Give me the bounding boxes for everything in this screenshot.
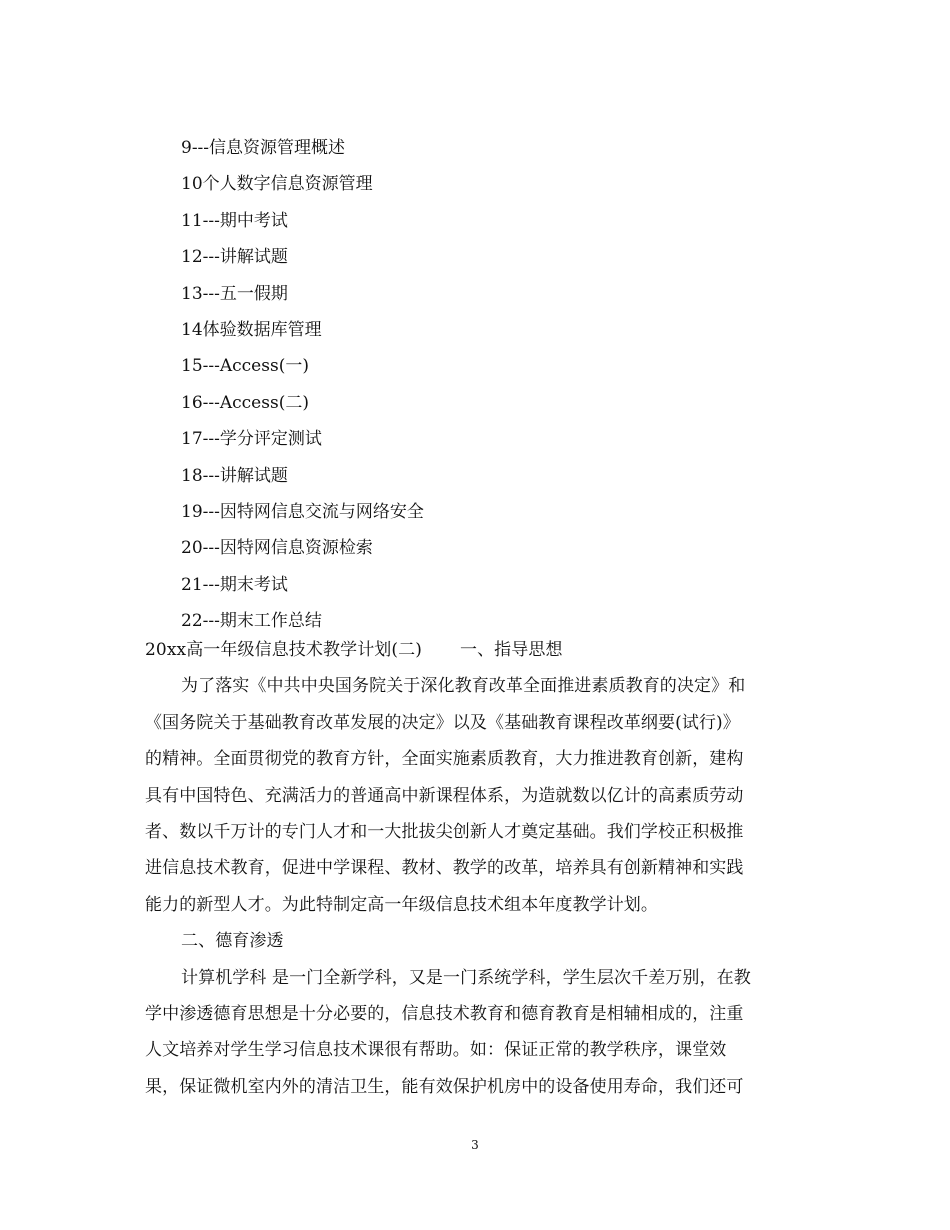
page-number: 3 bbox=[471, 1138, 479, 1152]
paragraph-line: 进信息技术教育，促进中学课程、教材、教学的改革，培养具有创新精神和实践 bbox=[145, 858, 744, 879]
schedule-item: 10个人数字信息资源管理 bbox=[181, 174, 373, 195]
weekly-schedule-list bbox=[181, 130, 424, 639]
schedule-item: 17---学分评定测试 bbox=[181, 429, 322, 450]
plan-body bbox=[145, 632, 810, 1105]
paragraph-moral-education bbox=[145, 960, 810, 1106]
paragraph-line: 能力的新型人才。为此特制定高一年级信息技术组本年度教学计划。 bbox=[145, 894, 658, 915]
schedule-item: 11---期中考试 bbox=[181, 210, 288, 231]
schedule-item: 13---五一假期 bbox=[181, 283, 288, 304]
paragraph-guiding-ideology bbox=[145, 668, 810, 923]
schedule-item: 18---讲解试题 bbox=[181, 465, 288, 486]
section-heading-guiding-ideology: 一、指导思想 bbox=[459, 640, 563, 660]
schedule-item: 19---因特网信息交流与网络安全 bbox=[181, 501, 424, 522]
plan-title: 20xx高一年级信息技术教学计划(二) bbox=[145, 640, 422, 660]
paragraph-line: 者、数以千万计的专门人才和一大批拔尖创新人才奠定基础。我们学校正积极推 bbox=[145, 821, 744, 842]
schedule-item: 9---信息资源管理概述 bbox=[181, 138, 346, 158]
paragraph-line: 为了落实《中共中央国务院关于深化教育改革全面推进素质教育的决定》和 bbox=[181, 676, 746, 697]
schedule-item: 14体验数据库管理 bbox=[181, 319, 322, 340]
schedule-item: 21---期末考试 bbox=[181, 574, 288, 595]
plan-title-line bbox=[145, 632, 810, 668]
paragraph-line: 的精神。全面贯彻党的教育方针，全面实施素质教育，大力推进教育创新，建构 bbox=[145, 749, 744, 770]
paragraph-line: 学中渗透德育思想是十分必要的，信息技术教育和德育教育是相辅相成的，注重 bbox=[145, 1003, 744, 1024]
schedule-item: 15---Access(一) bbox=[181, 356, 309, 377]
paragraph-line: 具有中国特色、充满活力的普通高中新课程体系，为造就数以亿计的高素质劳动 bbox=[145, 785, 744, 806]
schedule-item: 16---Access(二) bbox=[181, 392, 309, 413]
schedule-item: 22---期末工作总结 bbox=[181, 611, 322, 632]
section-heading-moral-education: 二、德育渗透 bbox=[181, 931, 284, 952]
paragraph-line: 《国务院关于基础教育改革发展的决定》以及《基础教育课程改革纲要(试行)》 bbox=[145, 712, 740, 733]
paragraph-line: 果，保证微机室内外的清洁卫生，能有效保护机房中的设备使用寿命，我们还可 bbox=[145, 1076, 744, 1097]
schedule-item: 12---讲解试题 bbox=[181, 247, 288, 268]
schedule-item: 20---因特网信息资源检索 bbox=[181, 538, 373, 559]
paragraph-line: 计算机学科 是一门全新学科，又是一门系统学科，学生层次千差万别，在教 bbox=[181, 967, 751, 988]
paragraph-line: 人文培养对学生学习信息技术课很有帮助。如：保证正常的教学秩序，课堂效 bbox=[145, 1040, 727, 1061]
